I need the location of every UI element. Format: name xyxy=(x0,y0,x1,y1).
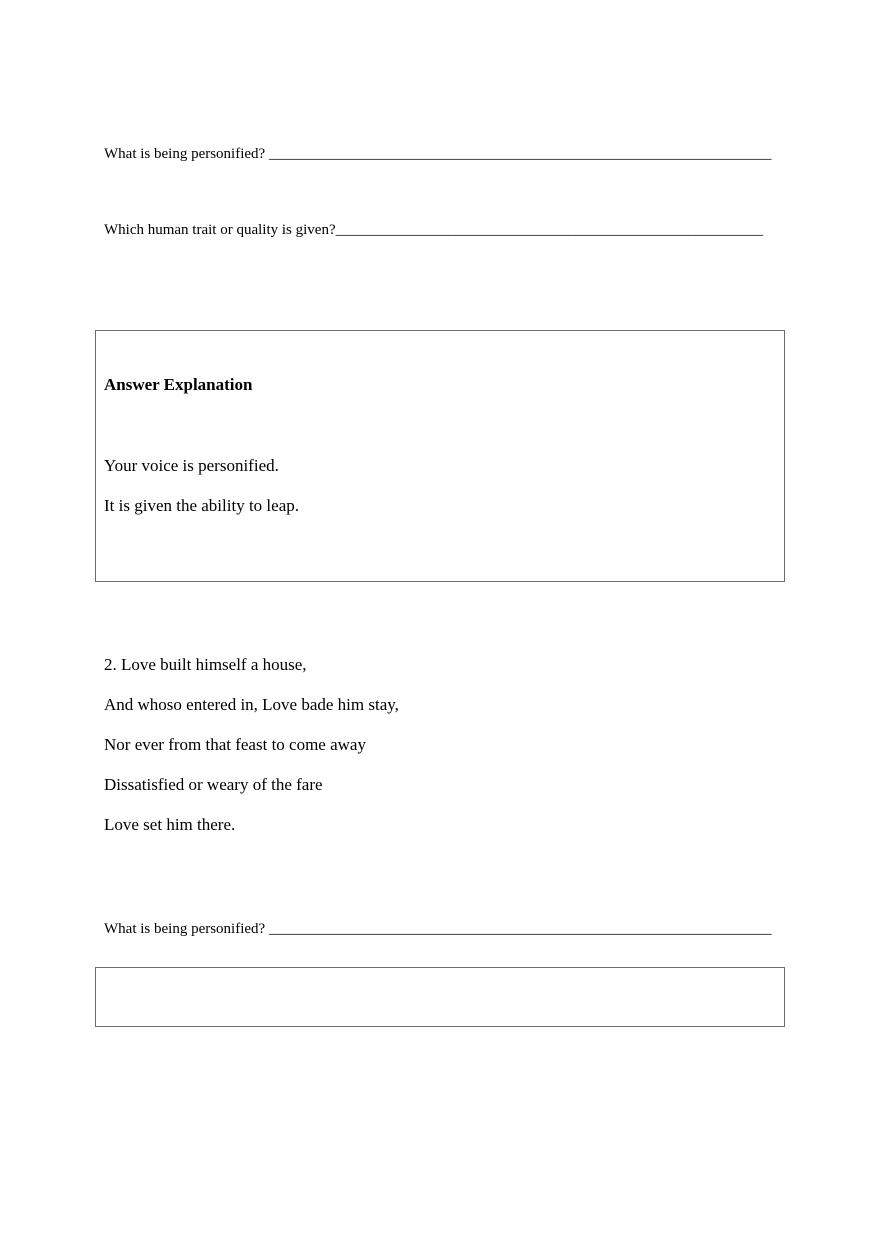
poem-line: 2. Love built himself a house, xyxy=(104,655,307,674)
question-human-trait: Which human trait or quality is given?_________________________________________________________ xyxy=(104,222,764,238)
answer-explanation-box xyxy=(95,330,785,582)
answer-explanation-line: Your voice is personified. xyxy=(104,456,279,475)
question-what-personified-1: What is being personified? ___________________________________________________________________ xyxy=(104,146,772,162)
poem-line: Nor ever from that feast to come away xyxy=(104,735,366,754)
answer-explanation-heading: Answer Explanation xyxy=(104,375,253,394)
poem-line: Dissatisfied or weary of the fare xyxy=(104,775,323,794)
poem-line: And whoso entered in, Love bade him stay, xyxy=(104,695,399,714)
poem-line: Love set him there. xyxy=(104,815,236,834)
answer-box-empty xyxy=(95,967,785,1027)
answer-explanation-line: It is given the ability to leap. xyxy=(104,496,299,515)
question-what-personified-2: What is being personified? ___________________________________________________________________ xyxy=(104,921,772,937)
